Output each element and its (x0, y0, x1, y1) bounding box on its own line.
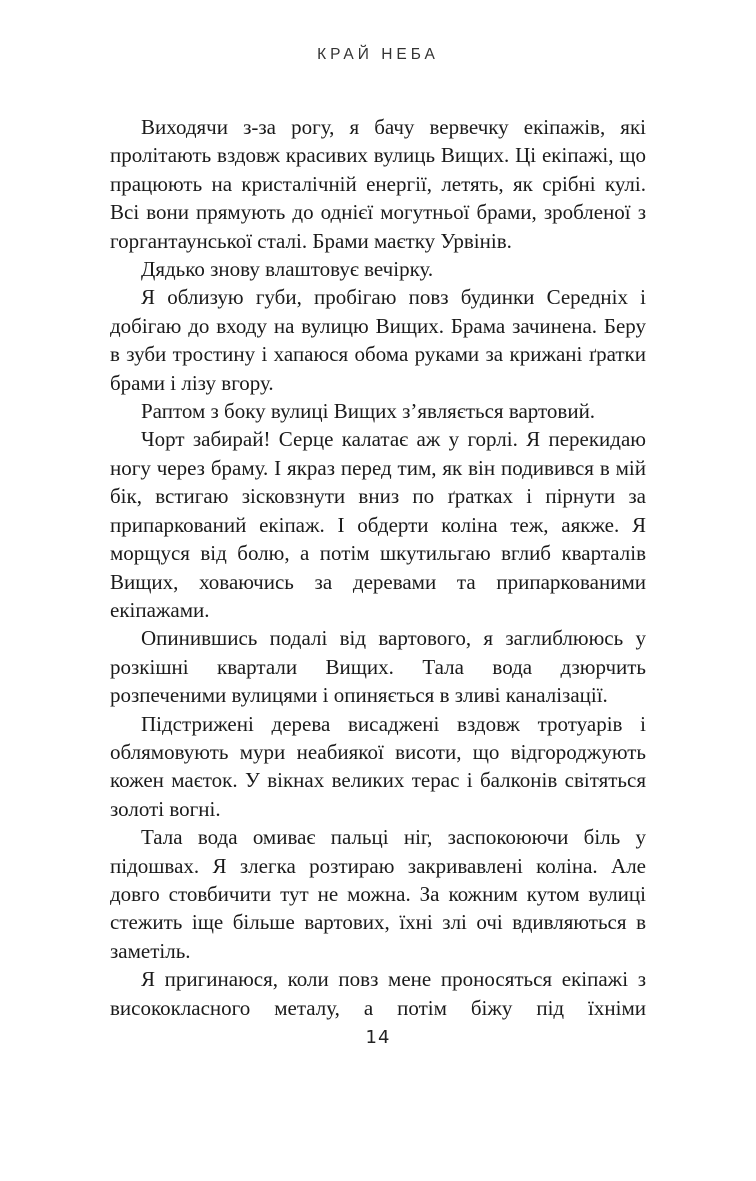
paragraph: Я облизую губи, пробігаю повз будинки Середніх і добігаю до входу на вулицю Вищих. Брама зачинена. Беру в зуби тростину і хапаюся обома руками за крижані ґратки брами і лізу вгору. (110, 285, 646, 395)
paragraph: Дядько знову влаштовує вечірку. (141, 257, 434, 282)
page-number: 14 (365, 1027, 391, 1048)
paragraph-continued: Я пригинаюся, коли повз мене проносяться екіпажі з висококласного металу, а потім біжу під їхніми (110, 967, 646, 1020)
paragraph: Чорт забирай! Серце калатає аж у горлі. Я перекидаю ногу через браму. І якраз перед тим, як він подивився в мій бік, встигаю зісковзнути вниз по ґратках і пірнути за припаркований екіпаж. І обдерти коліна теж, аякже. Я морщуся від болю, а потім шкутильгаю вглиб кварталів Вищих, ховаючись за деревами та припаркованими екіпажами. (110, 427, 646, 622)
paragraph: Тала вода омиває пальці ніг, заспокоюючи біль у підошвах. Я злегка розтираю закривавлені коліна. Але довго стовбичити тут не можна. За кожним кутом вулиці стежить іще більше вартових, їхні злі очі вдивляються в заметіль. (110, 825, 646, 963)
running-header-title: КРАЙ НЕБА (317, 46, 439, 63)
body-text (110, 113, 646, 1022)
paragraph: Підстрижені дерева висаджені вздовж тротуарів і облямовують мури неабиякої висоти, що відгороджують кожен маєток. У вікнах великих терас і балконів світяться золоті вогні. (110, 711, 646, 821)
paragraph: Опинившись подалі від вартового, я заглиблююсь у розкішні квартали Вищих. Тала вода дзюрчить розпеченими вулицями і опиняється в зливі каналізації. (110, 626, 646, 708)
paragraph: Виходячи з-за рогу, я бачу вервечку екіпажів, які пролітають вздовж красивих вулиць Вищих. Ці екіпажі, що працюють на кристалічній енергії, летять, як срібні кулі. Всі вони прямують до однієї могутньої брами, зробленої з горгантаунської сталі. Брами маєтку Урвінів. (110, 115, 646, 253)
paragraph: Раптом з боку вулиці Вищих з’являється вартовий. (141, 399, 596, 424)
